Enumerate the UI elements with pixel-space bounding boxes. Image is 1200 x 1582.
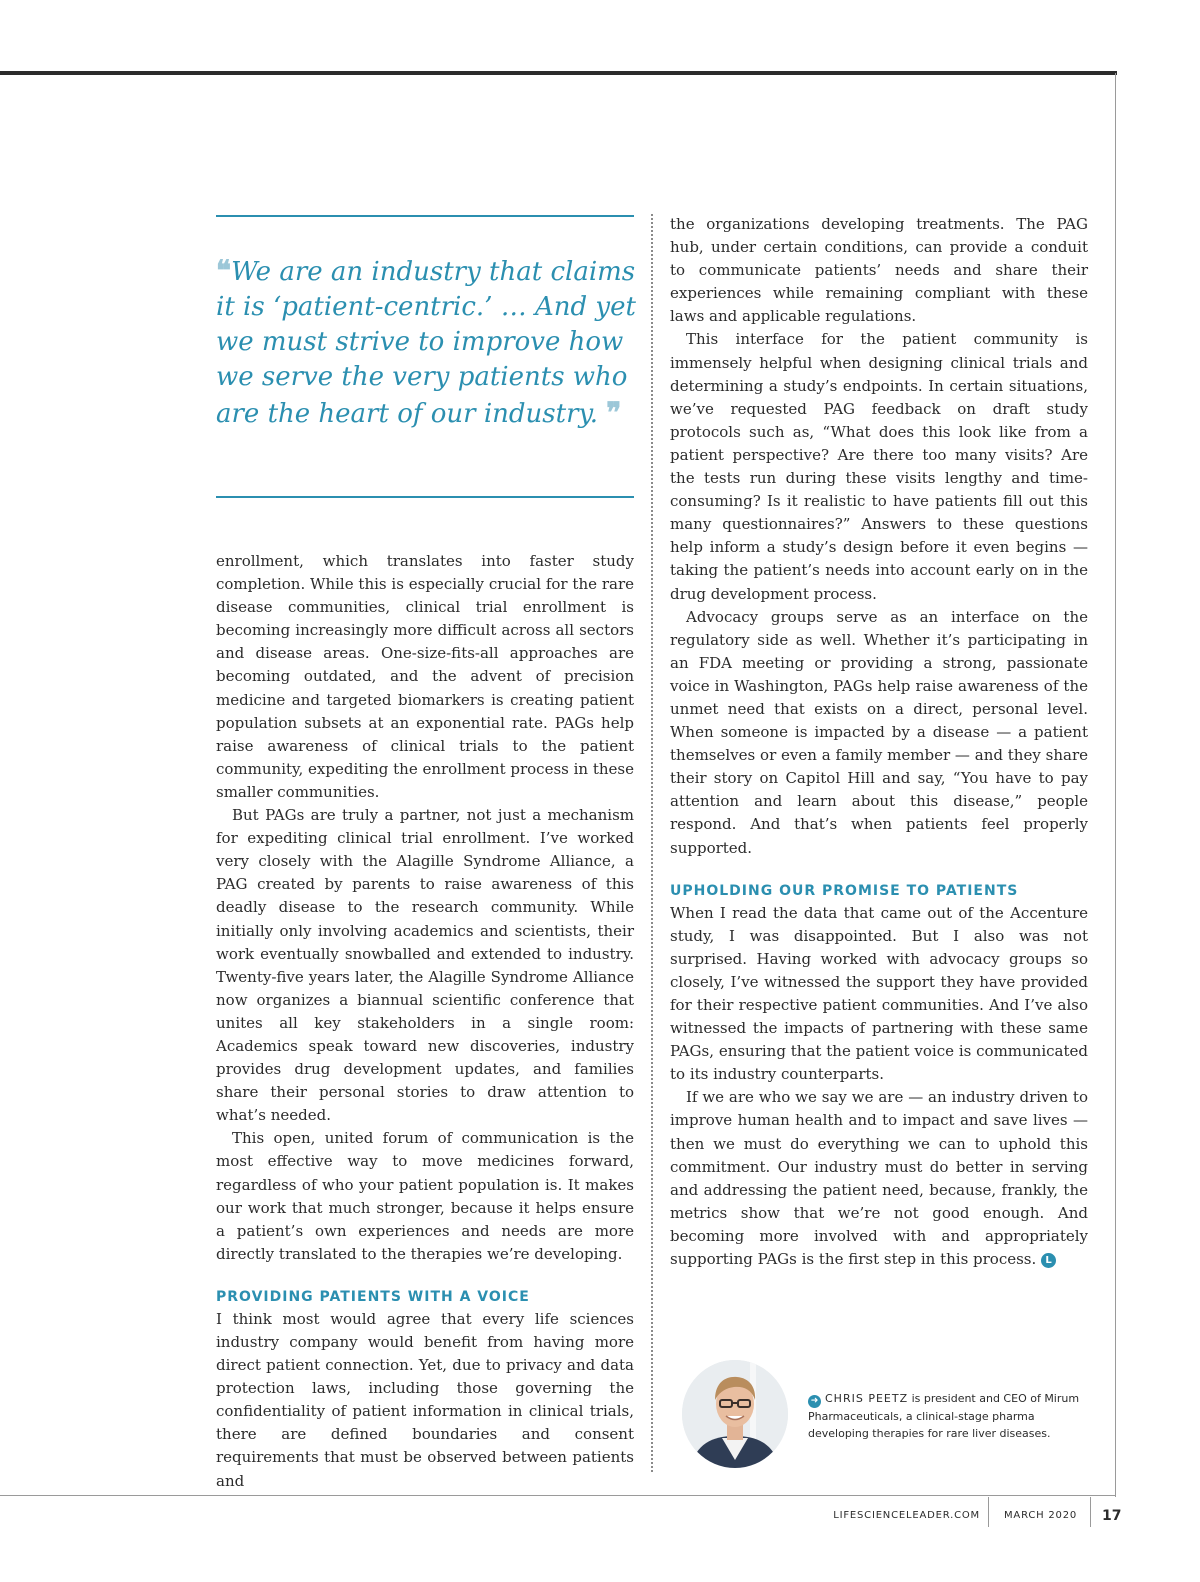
right-margin-rule [1115,73,1116,1497]
top-rule [0,71,1117,75]
author-bio [808,1390,1090,1442]
bottom-rule [0,1495,1116,1496]
arrow-icon: ➜ [808,1395,821,1408]
footer-site: LIFESCIENCELEADER.COM [833,1510,980,1521]
right-paragraph-3: Advocacy groups serve as an interface on the regulatory side as well. Whether it’s participating in an FDA meeting or providing a strong, passionate voice in Washington, PAGs help raise awareness of the unmet need that exists on a direct, personal level. When someone is impacted by a disease — a patient themselves or even a family member — and they share their story on Capitol Hill and say, “You have to pay attention and learn about this disease,” people respond. And that’s when patients feel properly supported. [670,607,1088,857]
left-paragraph-1: enrollment, which translates into faster study completion. While this is especially crucial for the rare disease communities, clinical trial enrollment is becoming increasingly more difficult across all sectors and disease areas. One-size-fits-all approaches are becoming outdated, and the advent of precision medicine and targeted biomarkers is creating patient population subsets at an exponential rate. PAGs help raise awareness of clinical trials to the patient community, expediting the enrollment process in these smaller communities. [216,552,634,801]
author-portrait-icon [682,1360,788,1468]
page-number: 17 [1102,1508,1122,1524]
right-paragraph-5-text: If we are who we say we are — an industry driven to improve human health and to impact and save lives — then we must do everything we can to uphold this commitment. Our industry must do better in serving and addressing the patient need, because, frankly, the metrics show that we’re not good enough. And becoming more involved with and appropriately supporting PAGs is the first step in this process. [670,1088,1088,1269]
end-mark-icon: L [1041,1253,1056,1268]
close-quote-icon: ❞ [606,396,622,429]
left-paragraph-4: I think most would agree that every life sciences industry company would benefit from having more direct patient connection. Yet, due to privacy and data protection laws, including those governing the confidentiality of patient information in clinical trials, there are defined boundaries and consent requirements that must be observed between patients and [216,1309,634,1490]
right-paragraph-1: the organizations developing treatments. The PAG hub, under certain conditions, can provide a conduit to communicate patients’ needs and share their experiences while remaining compliant with these laws and applicable regulations. [670,215,1088,326]
column-divider [651,214,653,1472]
right-paragraph-2: This interface for the patient community is immensely helpful when designing clinical trials and determining a study’s endpoints. In certain situations, we’ve requested PAG feedback on draft study protocols such as, “What does this look like from a patient perspective? Are there too many visits? Are the tests run during these visits lengthy and time-consuming? Is it realistic to have patients fill out this many questionnaires?” Answers to these questions help inform a study’s design before it even begins — taking the patient’s needs into account early on in the drug development process. [670,330,1088,603]
left-paragraph-2: But PAGs are truly a partner, not just a mechanism for expediting clinical trial enrollment. I’ve worked very closely with the Alagille Syndrome Alliance, a PAG created by parents to raise awareness of this deadly disease to the research community. While initially only involving academics and scientists, their work eventually snowballed and extended to industry. Twenty-five years later, the Alagille Syndrome Alliance now organizes a biannual scientific conference that unites all key stakeholders in a single room: Academics speak toward new discoveries, industry provides drug development updates, and families share their personal stories to draw attention to what’s needed. [216,806,634,1125]
pull-quote-bottom-rule [216,496,634,498]
author-name: CHRIS PEETZ [825,1392,909,1405]
subhead-upholding-promise: UPHOLDING OUR PROMISE TO PATIENTS [670,882,1019,899]
subhead-providing-voice: PROVIDING PATIENTS WITH A VOICE [216,1288,530,1305]
footer-date: MARCH 2020 [1004,1510,1078,1521]
footer-separator [988,1497,989,1527]
pull-quote-text: We are an industry that claims it is ‘patient-centric.’ … And yet we must strive to improve how we serve the very patients who are the heart of our industry. [216,257,636,429]
right-column [670,213,1088,1271]
author-bio-text: is president and CEO of Mirum Pharmaceuticals, a clinical-stage pharma developing therapies for rare liver diseases. [808,1392,1080,1440]
left-paragraph-3: This open, united forum of communication is the most effective way to move medicines forward, regardless of who your patient population is. It makes our work that much stronger, because it helps ensure a patient’s own experiences and needs are more directly translated to the therapies we’re developing. [216,1129,634,1263]
author-photo [682,1360,788,1468]
pull-quote [216,253,636,432]
right-paragraph-4: When I read the data that came out of the Accenture study, I was disappointed. But I also was not surprised. Having worked with advocacy groups so closely, I’ve witnessed the support they have provided for their respective patient communities. And I’ve also witnessed the impacts of partnering with these same PAGs, ensuring that the patient voice is communicated to its industry counterparts. [670,903,1088,1084]
footer-separator [1090,1497,1091,1527]
left-column [216,550,634,1493]
pull-quote-top-rule [216,215,634,217]
right-paragraph-5 [670,1086,1088,1271]
open-quote-icon: ❝ [216,254,232,287]
